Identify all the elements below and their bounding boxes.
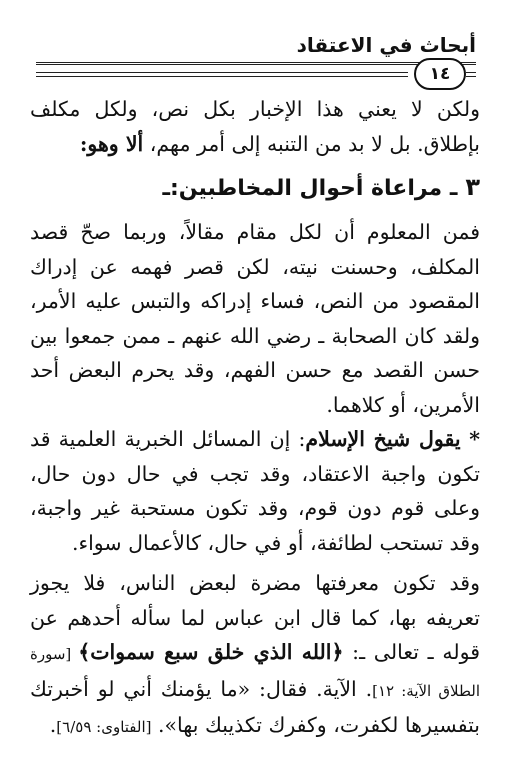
section-number: ٣ <box>465 173 480 201</box>
paragraph-intro-text: ولكن لا يعني هذا الإخبار بكل نص، ولكل مكلف بإطلاق. بل لا بد من التنبه إلى أمر مهم، <box>30 97 480 156</box>
section-title: ـ مراعاة أحوال المخاطبين:ـ <box>162 176 458 201</box>
example-end: . <box>49 713 57 737</box>
paragraph-context: فمن المعلوم أن لكل مقام مقالاً، وربما صحّ قصد المكلف، وحسنت نيته، لكن قصر فهمه عن إدراك المقصود من النص، فساء إدراكه والتبس عليه الأمر، ولقد كان الصحابة ـ رضي الله عنهم ـ ممن جمعوا بين حسن القصد مع حسن الفهم، وقد يحرم البعض أحد الأمرين، أو كلاهما. <box>30 220 480 417</box>
running-title: أبحاث في الاعتقاد <box>296 33 476 57</box>
body-text <box>30 92 480 745</box>
paragraph-intro <box>30 92 480 161</box>
quote-text: : إن المسائل الخبرية العلمية قد تكون واجبة الاعتقاد، وقد تجب في حال دون حال، وعلى قوم دون قوم، وقد تكون مستحبة غير واجبة، وقد تستحب لطائفة، أو في حال، كالأعمال سواء. <box>30 427 480 555</box>
paragraph-example <box>30 566 480 745</box>
header-rule <box>36 62 476 65</box>
example-continuation: . الآية. فقال: «ما يؤمنك أني لو أخبرتك بتفسيرها لكفرت، وكفرك تكذيبك بها». <box>30 676 480 737</box>
verse-reference: [سورة الطلاق الآية: ١٢] <box>30 645 480 700</box>
section-heading <box>30 167 480 209</box>
page-header <box>36 32 476 60</box>
fatawa-reference: [الفتاوى: ٦/٥٩] <box>56 718 152 736</box>
paragraph-intro-emphasis: ألا وهو: <box>79 131 144 156</box>
page-number-badge: ١٤ <box>414 58 466 90</box>
ornament-rule-right <box>466 72 476 76</box>
quote-attribution: * يقول شيخ الإسلام <box>305 427 480 451</box>
verse-quote: ﴿الله الذي خلق سبع سموات﴾ <box>78 640 344 664</box>
ornament-rule-left <box>36 72 408 76</box>
paragraph-quote-intro <box>30 422 480 560</box>
example-text: وقد تكون معرفتها مضرة لبعض الناس، فلا يجوز تعريفه بها، كما قال ابن عباس لما سأله أحدهم عن قوله ـ تعالى ـ: <box>30 571 480 664</box>
